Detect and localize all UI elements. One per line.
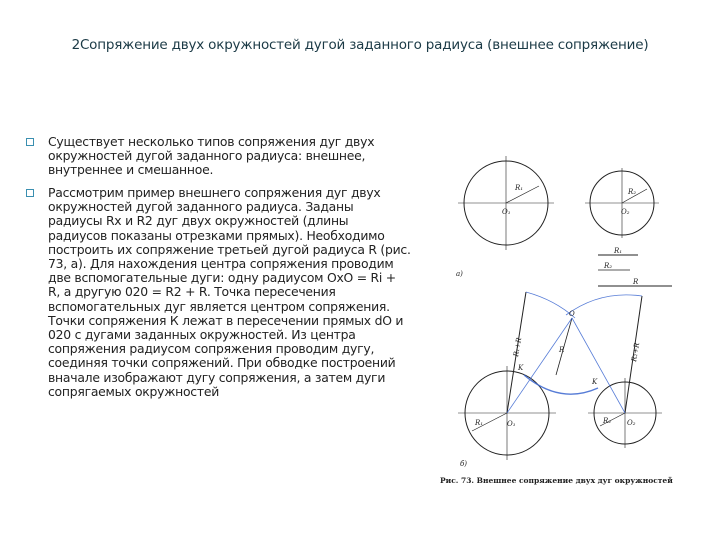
- figure-caption: Рис. 73. Внешнее сопряжение двух дуг окружностей: [440, 476, 673, 485]
- label-r1-b: R₁: [475, 419, 484, 427]
- label-k1: K: [518, 364, 524, 372]
- aux-arc-2: [566, 295, 642, 315]
- label-segment-r: R: [633, 278, 639, 286]
- label-o1-b: O₁: [507, 420, 516, 428]
- label-segment-r1: R₁: [614, 247, 623, 255]
- label-r2: R₂: [628, 188, 637, 196]
- label-k2: K: [592, 378, 598, 386]
- label-r2-b: R₂: [603, 417, 612, 425]
- slide-title: 2Сопряжение двух окружностей дугой заданного радиуса (внешнее сопряжение): [71, 37, 649, 53]
- bullet-text: Существует несколько типов сопряжения дуг двух окружностей дугой заданного радиуса: внешнее, внутреннее и смешанное.: [48, 134, 375, 178]
- label-o2: O₂: [621, 208, 630, 216]
- label-o: O: [569, 310, 575, 318]
- construction-line: [458, 156, 672, 460]
- bullet-text: Рассмотрим пример внешнего сопряжения дуг двух окружностей дугой заданного радиуса. Заданы радиусы Rx и R2 дуг двух окружностей (длины радиусов показаны отрезками прямых). Необходимо построить их сопряжение третьей дугой радиуса R (рис. 73, а). Для нахождения центра сопряжения проводим две вспомогательные дуги: одну радиусом OxO = Ri + R, а другую 020 = R2 + R. Точка пересечения вспомогательных дуг является центром сопряжения. Точки сопряжения К лежат в пересечении прямых dO и 020 с дугами заданных окружностей. Из центра сопряжения радиусом сопряжения проводим дугу, соединяя точки сопряжений. При обводке построений вначале изображают дугу сопряжения, а затем дуги сопрягаемых окружностей: [48, 185, 411, 399]
- label-r1: R₁: [515, 184, 524, 192]
- label-b: б): [460, 460, 468, 468]
- label-o1: O₁: [502, 208, 511, 216]
- label-r1-plus-r: R₁+R: [512, 337, 524, 358]
- label-r: R: [559, 346, 565, 354]
- mating-arc: [524, 375, 598, 394]
- construction-line: [572, 318, 625, 413]
- label-r2-plus-r: R₂+R: [630, 342, 642, 363]
- label-segment-r2: R₂: [604, 262, 613, 270]
- label-o2-b: O₂: [627, 419, 636, 427]
- label-a: а): [456, 270, 463, 278]
- construction-line: [507, 318, 572, 413]
